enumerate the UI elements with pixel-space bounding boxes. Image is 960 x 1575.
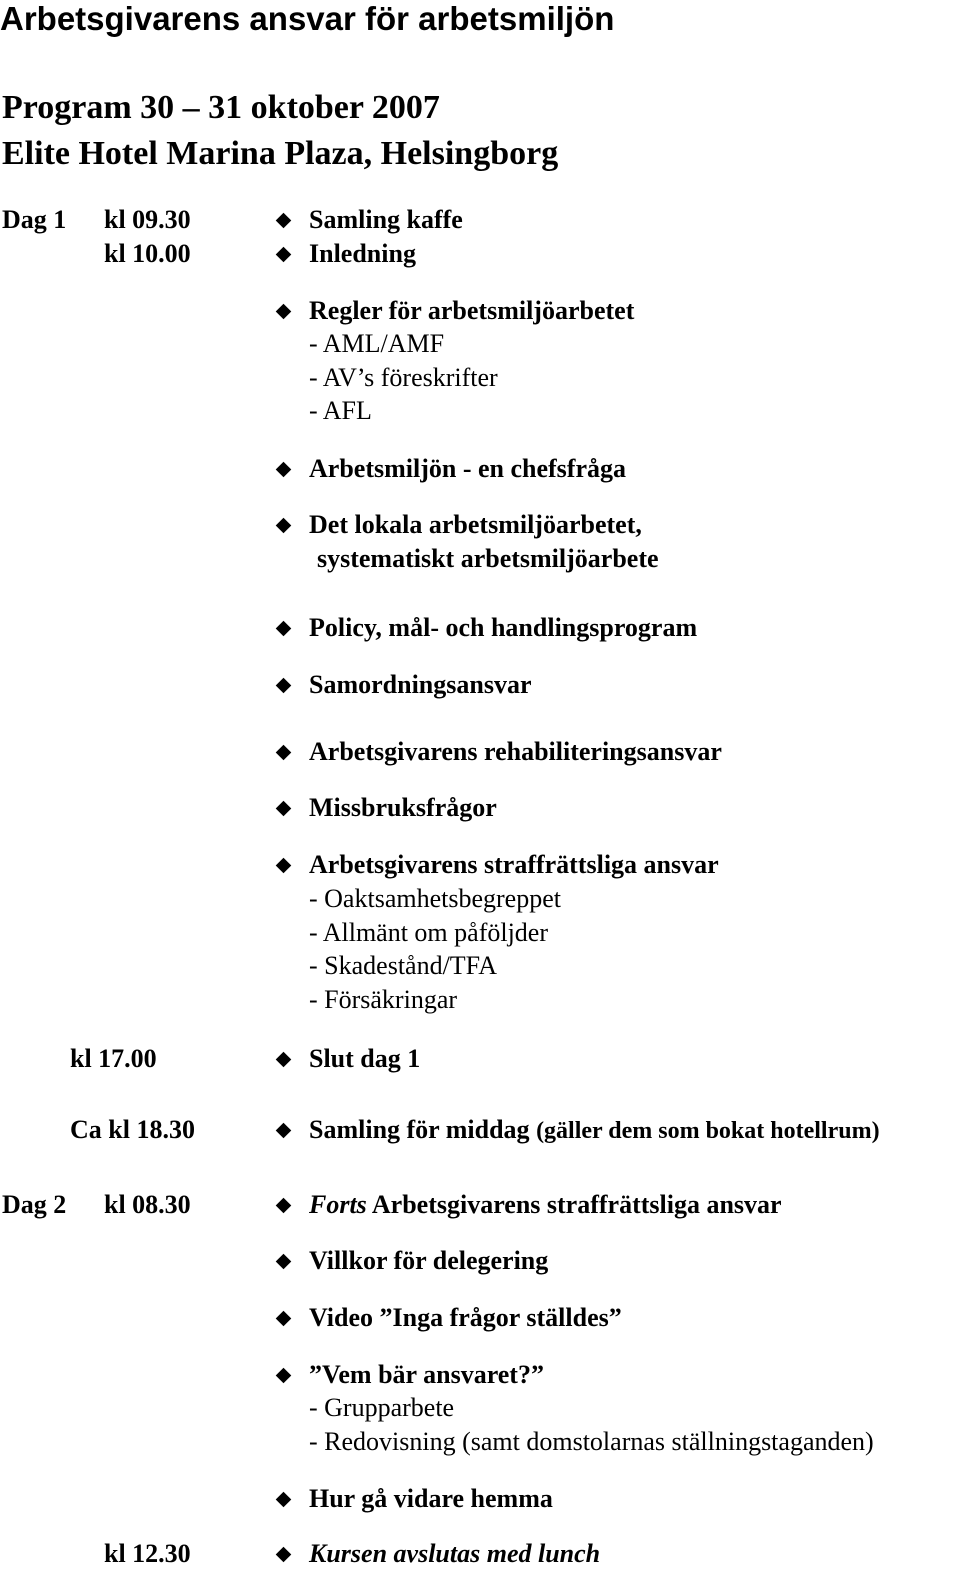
item-avslut: Kursen avslutas med lunch xyxy=(309,1539,601,1568)
time-0930: kl 09.30 xyxy=(104,205,191,234)
time-1830: Ca kl 18.30 xyxy=(70,1115,195,1144)
item-middag-note: (gäller dem som bokat hotellrum) xyxy=(536,1118,880,1144)
diamond-bullet-icon xyxy=(276,1198,292,1214)
day2-label: Dag 2 xyxy=(2,1190,67,1219)
diamond-bullet-icon xyxy=(276,1492,292,1508)
diamond-bullet-icon xyxy=(276,304,292,320)
item-policy: Policy, mål- och handlingsprogram xyxy=(309,613,698,642)
subitem-redovisning: - Redovisning (samt domstolarnas ställningstaganden) xyxy=(309,1427,874,1456)
diamond-bullet-icon xyxy=(276,1311,292,1327)
item-missbruk: Missbruksfrågor xyxy=(309,793,497,822)
diamond-bullet-icon xyxy=(276,858,292,874)
program-dates: Program 30 – 31 oktober 2007 xyxy=(2,89,440,126)
document-title: Arbetsgivarens ansvar för arbetsmiljön xyxy=(0,0,615,37)
subitem-pafoljder: - Allmänt om påföljder xyxy=(309,918,549,947)
item-lokala-cont: systematiskt arbetsmiljöarbete xyxy=(317,544,659,573)
item-straff: Arbetsgivarens straffrättsliga ansvar xyxy=(309,850,719,879)
diamond-bullet-icon xyxy=(276,247,292,263)
item-middag-label: Samling för middag xyxy=(309,1115,530,1144)
item-regler: Regler för arbetsmiljöarbetet xyxy=(309,296,635,325)
forts-prefix: Forts xyxy=(309,1190,367,1219)
item-forts-straff xyxy=(309,1189,782,1221)
subitem-forsakringar: - Försäkringar xyxy=(309,985,458,1014)
diamond-bullet-icon xyxy=(276,1052,292,1068)
diamond-bullet-icon xyxy=(276,1123,292,1139)
day1-label: Dag 1 xyxy=(2,205,67,234)
subitem-grupparbete: - Grupparbete xyxy=(309,1393,455,1422)
subitem-afl: - AFL xyxy=(309,396,372,425)
diamond-bullet-icon xyxy=(276,1254,292,1270)
item-rehab: Arbetsgivarens rehabiliteringsansvar xyxy=(309,737,722,766)
time-1000: kl 10.00 xyxy=(104,239,191,268)
item-video: Video ”Inga frågor ställdes” xyxy=(309,1303,622,1332)
item-slut-dag1: Slut dag 1 xyxy=(309,1044,421,1073)
venue: Elite Hotel Marina Plaza, Helsingborg xyxy=(2,135,559,172)
diamond-bullet-icon xyxy=(276,621,292,637)
subitem-oaktsamhet: - Oaktsamhetsbegreppet xyxy=(309,884,561,913)
item-samling-kaffe: Samling kaffe xyxy=(309,205,463,234)
time-1230: kl 12.30 xyxy=(104,1539,191,1568)
diamond-bullet-icon xyxy=(276,518,292,534)
diamond-bullet-icon xyxy=(276,462,292,478)
diamond-bullet-icon xyxy=(276,213,292,229)
item-lokala: Det lokala arbetsmiljöarbetet, xyxy=(309,510,642,539)
forts-label: Arbetsgivarens straffrättsliga ansvar xyxy=(371,1190,782,1219)
diamond-bullet-icon xyxy=(276,745,292,761)
item-hur-vidare: Hur gå vidare hemma xyxy=(309,1484,553,1513)
subitem-aml: - AML/AMF xyxy=(309,329,445,358)
subitem-av: - AV’s föreskrifter xyxy=(309,363,498,392)
time-1700: kl 17.00 xyxy=(70,1044,157,1073)
item-inledning: Inledning xyxy=(309,239,416,268)
item-samordning: Samordningsansvar xyxy=(309,670,532,699)
item-vem: ”Vem bär ansvaret?” xyxy=(309,1360,544,1389)
subitem-skadestand: - Skadestånd/TFA xyxy=(309,951,497,980)
time-0830: kl 08.30 xyxy=(104,1190,191,1219)
item-middag xyxy=(309,1114,880,1147)
item-delegering: Villkor för delegering xyxy=(309,1246,549,1275)
diamond-bullet-icon xyxy=(276,1547,292,1563)
diamond-bullet-icon xyxy=(276,678,292,694)
item-chefsfraga: Arbetsmiljön - en chefsfråga xyxy=(309,454,626,483)
diamond-bullet-icon xyxy=(276,1368,292,1384)
diamond-bullet-icon xyxy=(276,801,292,817)
